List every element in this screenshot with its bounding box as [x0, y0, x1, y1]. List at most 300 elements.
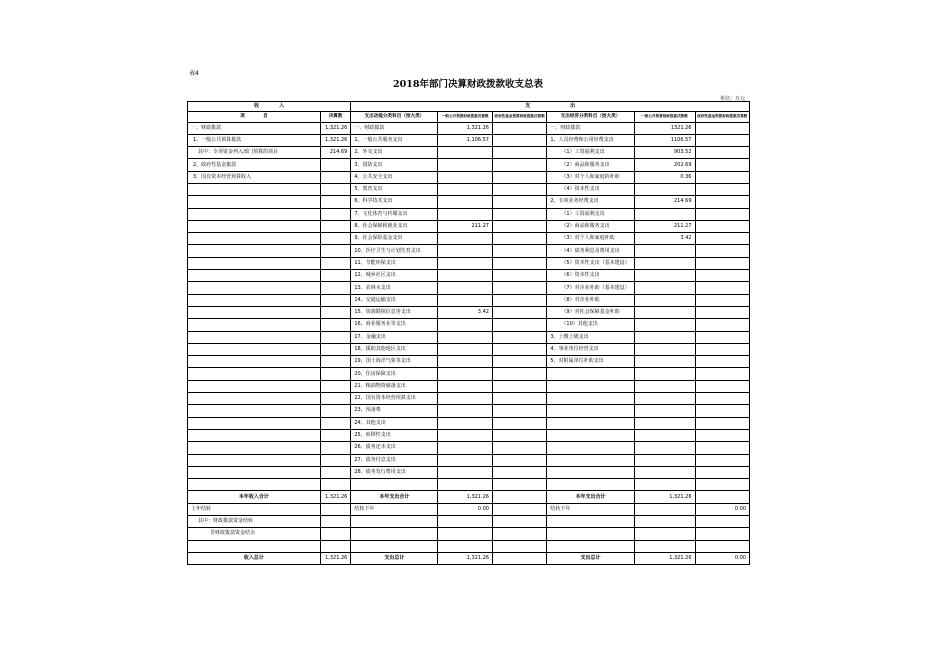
carry-sub-row — [188, 516, 750, 528]
func-fund-cell — [492, 282, 546, 294]
func-fund-cell — [492, 171, 546, 183]
econ-item-cell: （10）其他支出 — [547, 319, 634, 331]
func-item-cell: 10、医疗卫生与计划生育支出 — [351, 245, 438, 257]
func-general-cell — [438, 319, 492, 331]
func-item-cell — [351, 479, 438, 491]
table-row — [188, 466, 750, 478]
econ-fund-cell — [695, 454, 750, 466]
econ-item-cell: （1）工资福利支出 — [547, 208, 634, 220]
econ-general-cell — [634, 479, 695, 491]
exp-year-total-value: 1,321.26 — [438, 491, 492, 503]
empty-cell — [351, 540, 438, 552]
table-row — [188, 245, 750, 257]
econ-fund-cell — [695, 171, 750, 183]
col-header-econ: 支出经济分类科目（按大类） — [547, 111, 634, 122]
col-header-general: 一般公共预算财政拨款决算数 — [438, 111, 492, 122]
func-fund-cell — [492, 122, 546, 134]
econ-item-cell: 3、上缴上级支出 — [547, 331, 634, 343]
econ-item-cell: （6）资本性支出 — [547, 270, 634, 282]
next-carry-value2: 0.00 — [695, 503, 750, 515]
func-fund-cell — [492, 429, 546, 441]
econ-fund-cell — [695, 356, 750, 368]
func-item-cell: 一、财政拨款 — [351, 122, 438, 134]
econ-item-cell — [547, 466, 634, 478]
econ-fund-cell — [695, 466, 750, 478]
func-general-cell — [438, 405, 492, 417]
income-item-cell — [188, 245, 321, 257]
econ-general-cell — [634, 466, 695, 478]
econ-general-cell: 1321.26 — [634, 122, 695, 134]
econ-fund-cell — [695, 134, 750, 146]
econ-fund-cell — [695, 306, 750, 318]
econ-fund-cell — [695, 479, 750, 491]
econ-item-cell — [547, 429, 634, 441]
func-general-cell: 1,321.26 — [438, 122, 492, 134]
table-row — [188, 393, 750, 405]
func-item-cell: 18、援助其他地区支出 — [351, 343, 438, 355]
func-general-cell — [438, 393, 492, 405]
func-fund-cell — [492, 405, 546, 417]
econ-general-cell — [634, 380, 695, 392]
income-item-cell: 其中：专项资金列入部门预算的项目 — [188, 147, 321, 159]
func-fund-cell — [492, 196, 546, 208]
table-row — [188, 233, 750, 245]
func-item-cell: 8、社会保障和就业支出 — [351, 220, 438, 232]
econ-item-cell: （1）工资福利支出 — [547, 147, 634, 159]
income-value-cell — [320, 466, 351, 478]
carry-sub-row — [188, 528, 750, 540]
func-item-cell: 25、转移性支出 — [351, 429, 438, 441]
income-value-cell — [320, 282, 351, 294]
func-fund-cell — [492, 220, 546, 232]
table-row — [188, 368, 750, 380]
func-general-cell — [438, 380, 492, 392]
income-value-cell — [320, 306, 351, 318]
table-row — [188, 429, 750, 441]
finance-table — [187, 101, 750, 565]
income-value-cell — [320, 171, 351, 183]
income-value-cell — [320, 270, 351, 282]
income-value-cell — [320, 257, 351, 269]
econ-general-cell — [634, 183, 695, 195]
func-fund-cell — [492, 319, 546, 331]
col-header-item: 项 目 — [188, 111, 321, 122]
table-row — [188, 220, 750, 232]
carry-sub1-label: 其中：财政拨款资金结转 — [188, 516, 321, 528]
func-fund-cell — [492, 183, 546, 195]
grand-total-row — [188, 552, 750, 564]
econ-item-cell: 一、财政拨款 — [547, 122, 634, 134]
table-row — [188, 171, 750, 183]
empty-cell — [351, 516, 438, 528]
econ-item-cell: （7）对企业补助（基本建设） — [547, 282, 634, 294]
group-header-row — [188, 102, 750, 112]
exp-grand-total-value: 1,321.26 — [438, 552, 492, 564]
income-value-cell — [320, 356, 351, 368]
func-fund-cell — [492, 368, 546, 380]
econ-fund-cell — [695, 196, 750, 208]
func-general-cell: 1,106.57 — [438, 134, 492, 146]
income-item-cell — [188, 429, 321, 441]
income-item-cell — [188, 331, 321, 343]
table-row — [188, 183, 750, 195]
func-general-cell — [438, 466, 492, 478]
blank-row — [188, 540, 750, 552]
table-row — [188, 122, 750, 134]
income-item-cell: 2、政府性基金拨款 — [188, 159, 321, 171]
func-fund-cell — [492, 380, 546, 392]
carry-row — [188, 503, 750, 515]
func-item-cell: 11、节能环保支出 — [351, 257, 438, 269]
empty-cell — [695, 528, 750, 540]
empty-cell — [320, 528, 351, 540]
empty-cell — [438, 528, 492, 540]
page-title: 2018年部门决算财政拨款收支总表 — [393, 79, 543, 90]
empty-cell — [492, 503, 546, 515]
empty-cell — [188, 540, 321, 552]
empty-cell — [320, 540, 351, 552]
econ-item-cell: （5）资本性支出（基本建设） — [547, 257, 634, 269]
econ-fund-cell — [695, 442, 750, 454]
income-item-cell — [188, 466, 321, 478]
func-item-cell: 7、文化体育与传媒支出 — [351, 208, 438, 220]
empty-cell — [320, 516, 351, 528]
econ-general-cell: 214.69 — [634, 196, 695, 208]
income-value-cell — [320, 208, 351, 220]
econ-item-cell — [547, 479, 634, 491]
func-general-cell — [438, 257, 492, 269]
econ-fund-cell — [695, 417, 750, 429]
func-item-cell: 1、一般公共服务支出 — [351, 134, 438, 146]
econ-general-cell — [634, 356, 695, 368]
income-value-cell — [320, 368, 351, 380]
income-year-total-value: 1,321.26 — [320, 491, 351, 503]
econ-general-cell: 3.42 — [634, 233, 695, 245]
page-label: 表4 — [189, 70, 199, 77]
col-header-general2: 一般公共预算财政拨款决算数 — [634, 111, 695, 122]
empty-cell — [547, 540, 634, 552]
func-general-cell: 211.27 — [438, 220, 492, 232]
func-general-cell — [438, 343, 492, 355]
empty-cell — [492, 540, 546, 552]
func-item-cell: 19、国土海洋气象等支出 — [351, 356, 438, 368]
empty-cell — [438, 516, 492, 528]
func-general-cell — [438, 356, 492, 368]
econ-item-cell: （9）对社会保障基金补助 — [547, 306, 634, 318]
income-item-cell: 一、财政拨款 — [188, 122, 321, 134]
table-row — [188, 257, 750, 269]
func-general-cell — [438, 233, 492, 245]
table-row — [188, 282, 750, 294]
income-value-cell — [320, 319, 351, 331]
empty-cell — [492, 552, 546, 564]
econ-general-cell — [634, 343, 695, 355]
econ-item-cell: 4、事业单位经营支出 — [547, 343, 634, 355]
income-item-cell — [188, 442, 321, 454]
fund-grand-total-value: 0.00 — [695, 552, 750, 564]
func-item-cell: 4、公共安全支出 — [351, 171, 438, 183]
econ-fund-cell — [695, 233, 750, 245]
col-header-budget: 决算数 — [320, 111, 351, 122]
func-fund-cell — [492, 417, 546, 429]
income-item-cell — [188, 479, 321, 491]
func-fund-cell — [492, 393, 546, 405]
income-item-cell — [188, 257, 321, 269]
income-value-cell: 214.69 — [320, 147, 351, 159]
econ-fund-cell — [695, 183, 750, 195]
func-general-cell — [438, 331, 492, 343]
func-fund-cell — [492, 306, 546, 318]
econ-fund-cell — [695, 220, 750, 232]
func-fund-cell — [492, 466, 546, 478]
econ-fund-cell — [695, 393, 750, 405]
func-fund-cell — [492, 147, 546, 159]
econ-general-cell — [634, 393, 695, 405]
econ-general-cell — [634, 208, 695, 220]
func-fund-cell — [492, 442, 546, 454]
econ-general-cell — [634, 306, 695, 318]
econ-item-cell: 1、人员经费和公用经费支出 — [547, 134, 634, 146]
func-item-cell: 27、债务付息支出 — [351, 454, 438, 466]
table-row — [188, 405, 750, 417]
econ-item-cell — [547, 405, 634, 417]
table-row — [188, 196, 750, 208]
econ-general-cell — [634, 294, 695, 306]
func-item-cell: 21、粮油物资储备支出 — [351, 380, 438, 392]
table-row — [188, 159, 750, 171]
econ-grand-total-label: 支出总计 — [547, 552, 634, 564]
prev-carry-label: 上年结转 — [188, 503, 321, 515]
func-item-cell: 23、预备费 — [351, 405, 438, 417]
income-value-cell — [320, 294, 351, 306]
econ-item-cell: （4）资本性支出 — [547, 183, 634, 195]
income-value-cell — [320, 196, 351, 208]
func-item-cell: 22、国有资本经营预算支出 — [351, 393, 438, 405]
econ-fund-cell — [695, 331, 750, 343]
econ-fund-cell — [695, 405, 750, 417]
econ-fund-cell — [695, 208, 750, 220]
func-general-cell — [438, 270, 492, 282]
income-value-cell — [320, 245, 351, 257]
empty-cell — [634, 528, 695, 540]
table-row — [188, 356, 750, 368]
econ-item-cell: 2、专项业务经费支出 — [547, 196, 634, 208]
income-value-cell — [320, 380, 351, 392]
next-carry-value: 0.00 — [438, 503, 492, 515]
econ-general-cell — [634, 429, 695, 441]
econ-general-cell — [634, 331, 695, 343]
func-item-cell: 2、外交支出 — [351, 147, 438, 159]
econ-fund-cell — [695, 368, 750, 380]
income-item-cell — [188, 343, 321, 355]
econ-general-cell — [634, 257, 695, 269]
econ-item-cell: （2）商品和服务支出 — [547, 220, 634, 232]
func-general-cell — [438, 159, 492, 171]
empty-cell — [634, 503, 695, 515]
econ-year-total-value: 1,321.26 — [634, 491, 695, 503]
func-general-cell — [438, 429, 492, 441]
econ-year-total-label: 本年支出合计 — [547, 491, 634, 503]
expenditure-group-header: 支 出 — [351, 102, 750, 112]
income-grand-total-label: 收入总计 — [188, 552, 321, 564]
income-item-cell — [188, 319, 321, 331]
income-item-cell — [188, 294, 321, 306]
table-row — [188, 270, 750, 282]
func-general-cell — [438, 208, 492, 220]
exp-year-total-label: 本年支出合计 — [351, 491, 438, 503]
func-item-cell: 9、社会保险基金支出 — [351, 233, 438, 245]
income-item-cell — [188, 417, 321, 429]
income-value-cell — [320, 454, 351, 466]
econ-grand-total-value: 1,321.26 — [634, 552, 695, 564]
next-carry-label: 结转下年 — [351, 503, 438, 515]
econ-item-cell — [547, 442, 634, 454]
table-row — [188, 442, 750, 454]
func-fund-cell — [492, 343, 546, 355]
func-item-cell: 13、农林水支出 — [351, 282, 438, 294]
income-item-cell — [188, 405, 321, 417]
func-item-cell: 14、交通运输支出 — [351, 294, 438, 306]
income-item-cell — [188, 306, 321, 318]
econ-item-cell: （3）对个人和家庭的补助 — [547, 171, 634, 183]
income-value-cell — [320, 159, 351, 171]
econ-item-cell — [547, 380, 634, 392]
func-general-cell — [438, 479, 492, 491]
func-general-cell — [438, 183, 492, 195]
table-row — [188, 208, 750, 220]
income-item-cell — [188, 393, 321, 405]
income-value-cell — [320, 417, 351, 429]
func-fund-cell — [492, 479, 546, 491]
func-item-cell: 24、其他支出 — [351, 417, 438, 429]
func-fund-cell — [492, 270, 546, 282]
econ-item-cell — [547, 368, 634, 380]
econ-fund-cell — [695, 245, 750, 257]
table-row — [188, 134, 750, 146]
econ-fund-cell — [695, 159, 750, 171]
func-general-cell — [438, 454, 492, 466]
func-item-cell: 3、国防支出 — [351, 159, 438, 171]
econ-general-cell: 1106.57 — [634, 134, 695, 146]
func-item-cell: 15、资源勘探信息等支出 — [351, 306, 438, 318]
econ-general-cell: 903.52 — [634, 147, 695, 159]
econ-general-cell — [634, 368, 695, 380]
econ-general-cell: 211.27 — [634, 220, 695, 232]
table-row — [188, 479, 750, 491]
empty-cell — [320, 503, 351, 515]
econ-fund-cell — [695, 319, 750, 331]
func-fund-cell — [492, 245, 546, 257]
empty-cell — [634, 540, 695, 552]
empty-cell — [492, 491, 546, 503]
income-group-header: 收 入 — [188, 102, 351, 112]
income-item-cell — [188, 208, 321, 220]
econ-general-cell — [634, 319, 695, 331]
econ-fund-cell — [695, 147, 750, 159]
econ-fund-cell — [695, 429, 750, 441]
econ-general-cell: 0.36 — [634, 171, 695, 183]
econ-fund-cell — [695, 257, 750, 269]
func-fund-cell — [492, 208, 546, 220]
func-item-cell: 28、债务发行费用支出 — [351, 466, 438, 478]
empty-cell — [492, 516, 546, 528]
column-header-row — [188, 111, 750, 122]
income-value-cell — [320, 479, 351, 491]
empty-cell — [351, 528, 438, 540]
income-grand-total-value: 1,321.26 — [320, 552, 351, 564]
func-general-cell — [438, 417, 492, 429]
income-item-cell — [188, 233, 321, 245]
income-item-cell — [188, 380, 321, 392]
func-item-cell: 6、科学技术支出 — [351, 196, 438, 208]
func-item-cell: 5、教育支出 — [351, 183, 438, 195]
col-header-fund2: 政府性基金预算财政拨款决算数 — [695, 111, 750, 122]
income-value-cell — [320, 393, 351, 405]
income-value-cell — [320, 183, 351, 195]
income-item-cell — [188, 270, 321, 282]
econ-fund-cell — [695, 282, 750, 294]
year-total-row — [188, 491, 750, 503]
income-item-cell — [188, 368, 321, 380]
empty-cell — [695, 540, 750, 552]
carry-sub2-label: 非财政拨款资金结余 — [188, 528, 321, 540]
income-value-cell: 1,321.26 — [320, 134, 351, 146]
empty-cell — [547, 528, 634, 540]
empty-cell — [492, 528, 546, 540]
empty-cell — [695, 516, 750, 528]
income-value-cell: 1,321.26 — [320, 122, 351, 134]
income-item-cell — [188, 454, 321, 466]
econ-general-cell — [634, 245, 695, 257]
econ-item-cell: （2）商品和服务支出 — [547, 159, 634, 171]
income-year-total-label: 本年收入合计 — [188, 491, 321, 503]
func-general-cell — [438, 294, 492, 306]
income-value-cell — [320, 343, 351, 355]
func-fund-cell — [492, 159, 546, 171]
func-general-cell — [438, 442, 492, 454]
income-item-cell — [188, 356, 321, 368]
table-row — [188, 331, 750, 343]
income-item-cell — [188, 196, 321, 208]
econ-general-cell — [634, 270, 695, 282]
func-fund-cell — [492, 233, 546, 245]
table-row — [188, 454, 750, 466]
func-item-cell: 17、金融支出 — [351, 331, 438, 343]
econ-item-cell: （4）债务利息及费用支出 — [547, 245, 634, 257]
next-carry-label2: 结转下年 — [547, 503, 634, 515]
empty-cell — [634, 516, 695, 528]
econ-general-cell — [634, 282, 695, 294]
income-item-cell: 1、一般公共预算拨款 — [188, 134, 321, 146]
func-general-cell — [438, 171, 492, 183]
func-fund-cell — [492, 454, 546, 466]
func-fund-cell — [492, 257, 546, 269]
func-general-cell — [438, 245, 492, 257]
econ-general-cell: 202.69 — [634, 159, 695, 171]
func-fund-cell — [492, 331, 546, 343]
econ-fund-cell — [695, 270, 750, 282]
econ-general-cell — [634, 405, 695, 417]
func-fund-cell — [492, 134, 546, 146]
income-item-cell — [188, 183, 321, 195]
econ-item-cell: 5、对附属单位补助支出 — [547, 356, 634, 368]
func-general-cell: 3.42 — [438, 306, 492, 318]
econ-general-cell — [634, 442, 695, 454]
income-item-cell — [188, 282, 321, 294]
econ-fund-cell — [695, 343, 750, 355]
econ-item-cell: （3）对个人和家庭补助 — [547, 233, 634, 245]
func-fund-cell — [492, 356, 546, 368]
